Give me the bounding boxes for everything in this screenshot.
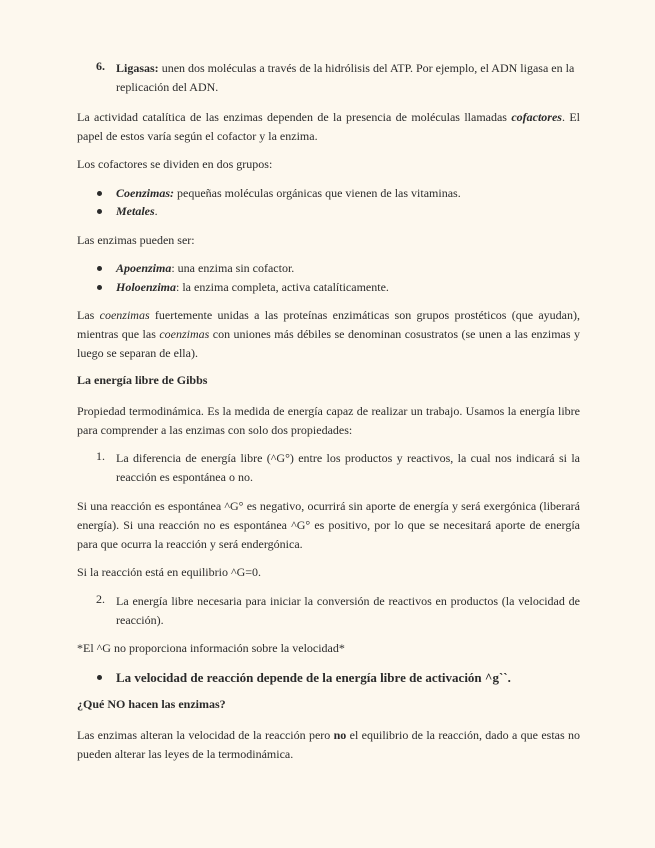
paragraph-cofactores: La actividad catalítica de las enzimas dependen de la presencia de moléculas llamadas cofactores. El papel de estos varía según el cofactor y la enzima. [77,110,580,143]
paragraph-final: Las enzimas alteran la velocidad de la reacción pero no el equilibrio de la reacción, dado a que estas no pueden alterar las leyes de la termodinámica. [77,728,580,761]
bullet-icon [97,266,102,271]
heading-gibbs: La energía libre de Gibbs [77,373,208,387]
item-text: Ligasas: unen dos moléculas a través de la hidrólisis del ATP. Por ejemplo, el ADN ligasa en la replicación del ADN. [116,61,575,94]
item-text: La energía libre necesaria para iniciar la conversión de reactivos en productos (la velocidad de reacción). [116,594,580,627]
bullet-icon [97,675,102,680]
item-number: 2. [96,592,105,606]
bullet-icon [97,209,102,214]
paragraph-propiedad: Propiedad termodinámica. Es la medida de energía capaz de realizar un trabajo. Usamos la energía libre para comprender a las enzimas con solo dos propiedades: [77,404,580,437]
paragraph-equilibrio: Si la reacción está en equilibrio ^G=0. [77,565,262,579]
document-page: 6. Ligasas: unen dos moléculas a través de la hidrólisis del ATP. Por ejemplo, el ADN ligasa en la replicación del ADN. La actividad catalítica de las enzimas dependen de la presencia de moléculas llamadas cofactores. El papel de estos varía según el cofactor y la enzima. Los cofactores se dividen en dos grupos: Coenzimas: pequeñas moléculas orgánicas que vienen de las vitaminas. Metales. Las enzimas pueden ser: Apoenzima: una enzima sin cofactor. Holoenzima: la enzima completa, activa catalíticamente. Las coenzimas fuertemente unidas a las proteínas enzimáticas son grupos prostéticos (que ayudan), mientras que las coenzimas con uniones más débiles se denominan cosustratos (se unen a las enzimas y luego se separan de ella). La energía libre de Gibbs Propiedad termodinámica. Es la medida de energía capaz de realizar un trabajo. Usamos la energía libre para comprender a las enzimas con solo dos propiedades: 1. La diferencia de energía libre (^G°) entre los productos y reactivos, la cual nos indicará si la reacción es espontánea o no. Si una reacción es espontánea ^G° es negativo, ocurrirá sin aporte de energía y será exergónica (liberará energía). Si una reacción no es espontánea ^G° es positivo, por lo que se necesitará aporte de energía para que ocurra la reacción y será endergónica. Si la reacción está en equilibrio ^G=0. 2. La energía libre necesaria para iniciar la conversión de reactivos en productos (la velocidad de reacción). *El ^G no proporciona información sobre la velocidad* La velocidad de reacción depende de la energía libre de activación ^g``. ¿Qué NO hacen las enzimas? Las enzimas alteran la velocidad de la reacción pero no el equilibrio de la reacción, dado a que estas no pueden alterar las leyes de la termodinámica. [0,0,655,848]
term-cofactores: cofactores [511,110,562,124]
paragraph-nota: *El ^G no proporciona información sobre la velocidad* [77,641,345,655]
bullet-icon [97,191,102,196]
item-text: La diferencia de energía libre (^G°) entre los productos y reactivos, la cual nos indicará si la reacción es espontánea o no. [116,451,580,484]
paragraph-espontanea: Si una reacción es espontánea ^G° es negativo, ocurrirá sin aporte de energía y será exergónica (liberará energía). Si una reacción no es espontánea ^G° es positivo, por lo que se necesitará aporte de energía para que ocurra la reacción y será endergónica. [77,499,580,551]
item-term: Ligasas: [116,61,159,75]
paragraph-coenzimas: Las coenzimas fuertemente unidas a las proteínas enzimáticas son grupos prostéticos (que ayudan), mientras que las coenzimas con uniones más débiles se denominan cosustratos (se unen a las enzimas y luego se separan de ella). [77,308,580,360]
paragraph-grupos: Los cofactores se dividen en dos grupos: [77,157,273,171]
bullet-icon [97,285,102,290]
item-number: 6. [96,59,105,73]
paragraph-enzimas-ser: Las enzimas pueden ser: [77,233,195,247]
item-number: 1. [96,449,105,463]
heading-no-hacen: ¿Qué NO hacen las enzimas? [77,697,226,711]
